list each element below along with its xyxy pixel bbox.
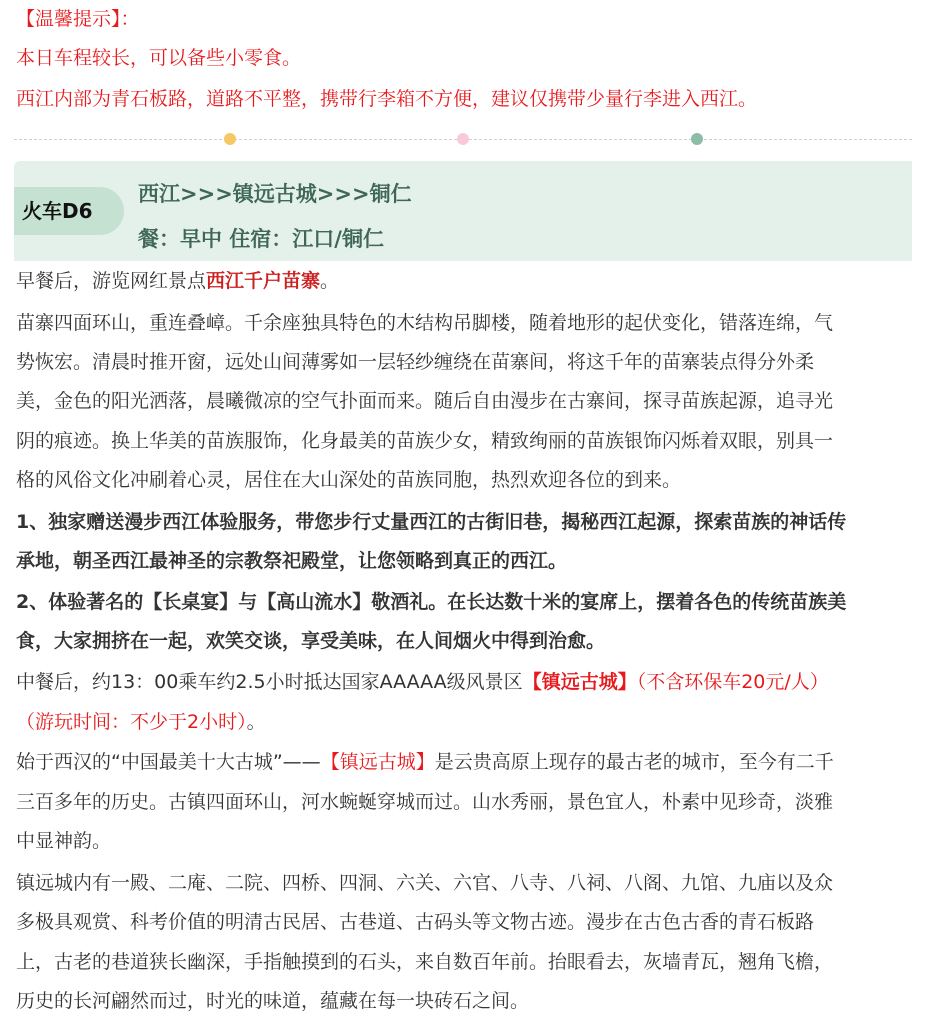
highlight-miao-village: 西江千户苗寨 [206, 270, 321, 292]
paragraph-intro [16, 269, 339, 293]
paragraph-afternoon-line-2 [16, 710, 266, 734]
paragraph-line: 势恢宏。清晨时推开窗，远处山间薄雾如一层轻纱缠绕在苗寨间，将这千年的苗寨装点得分外柔 [16, 351, 815, 373]
paragraph-line: 上，古老的巷道狭长幽深，手指触摸到的石头，来自数百年前。抬眼看去，灰墙青瓦，翘角飞檐， [16, 951, 834, 973]
paragraph-line: 阴的痕迹。换上华美的苗族服饰，化身最美的苗族少女，精致绚丽的苗族银饰闪烁着双眼，别具一 [16, 430, 834, 452]
highlight-zhenyuan-2: 【镇远古城】 [320, 751, 435, 773]
tips-heading: 【温馨提示】： [16, 8, 140, 30]
highlight-item-2-line-2: 食，大家拥挤在一起，欢笑交谈，享受美味，在人间烟火中得到治愈。 [16, 630, 606, 652]
history-text-c: 是云贵高原上现存的最古老的城市，至今有二千 [434, 751, 834, 773]
shuttle-note: （不含环保车20元/人） [636, 671, 829, 693]
paragraph-line: 多极具观赏、科考价值的明清古民居、古巷道、古码头等文物古迹。漫步在古色古香的青石板路 [16, 911, 815, 933]
transport-label: 火车D6 [22, 199, 93, 223]
paragraph-history [16, 750, 834, 774]
visit-duration-note: （游玩时间：不少于2小时） [16, 711, 247, 733]
afternoon-end: 。 [246, 711, 266, 733]
highlight-item-2-line-1: 2、体验著名的【长桌宴】与【高山流水】敬酒礼。在长达数十米的宴席上，摆着各色的传统苗族美 [16, 591, 847, 613]
highlight-zhenyuan: 【镇远古城】 [522, 671, 637, 693]
divider-dot-green [691, 133, 703, 145]
paragraph-line: 格的风俗文化冲刷着心灵，居住在大山深处的苗族同胞，热烈欢迎各位的到来。 [16, 469, 682, 491]
highlight-item-1-line-1: 1、独家赠送漫步西江体验服务，带您步行丈量西江的古街旧巷，揭秘西江起源，探索苗族的神话传 [16, 511, 847, 533]
paragraph-afternoon [16, 670, 829, 694]
paragraph-line: 苗寨四面环山，重连叠嶂。千余座独具特色的木结构吊脚楼，随着地形的起伏变化，错落连绵，气 [16, 312, 834, 334]
intro-end: 。 [320, 270, 340, 292]
tips-line-2: 西江内部为青石板路，道路不平整，携带行李箱不方便，建议仅携带少量行李进入西江。 [16, 88, 758, 110]
paragraph-line: 三百多年的历史。古镇四面环山，河水蜿蜒穿城而过。山水秀丽，景色宜人，朴素中见珍奇，淡雅 [16, 791, 834, 813]
paragraph-line: 中显神韵。 [16, 830, 112, 852]
divider-dot-yellow [224, 133, 236, 145]
intro-text: 早餐后，游览网红景点 [16, 270, 207, 292]
paragraph-line: 美，金色的阳光洒落，晨曦微凉的空气扑面而来。随后自由漫步在古寨间，探寻苗族起源，追寻光 [16, 390, 834, 412]
highlight-item-1-line-2: 承地，朝圣西江最神圣的宗教祭祀殿堂，让您领略到真正的西江。 [16, 550, 568, 572]
paragraph-line: 历史的长河翩然而过，时光的味道，蕴藏在每一块砖石之间。 [16, 990, 530, 1012]
paragraph-line: 镇远城内有一殿、二庵、二院、四桥、四洞、六关、六官、八寺、八祠、八阁、九馆、九庙以及众 [16, 872, 834, 894]
afternoon-text: 中餐后，约13：00乘车约2.5小时抵达国家AAAAA级风景区 [16, 671, 523, 693]
meals-hotel: 餐：早中 住宿：江口/铜仁 [138, 227, 384, 251]
route-title: 西江>>>镇远古城>>>铜仁 [138, 182, 412, 206]
history-text-a: 始于西汉的“中国最美十大古城”—— [16, 751, 321, 773]
tips-line-1: 本日车程较长，可以备些小零食。 [16, 47, 302, 69]
divider-dot-pink [457, 133, 469, 145]
